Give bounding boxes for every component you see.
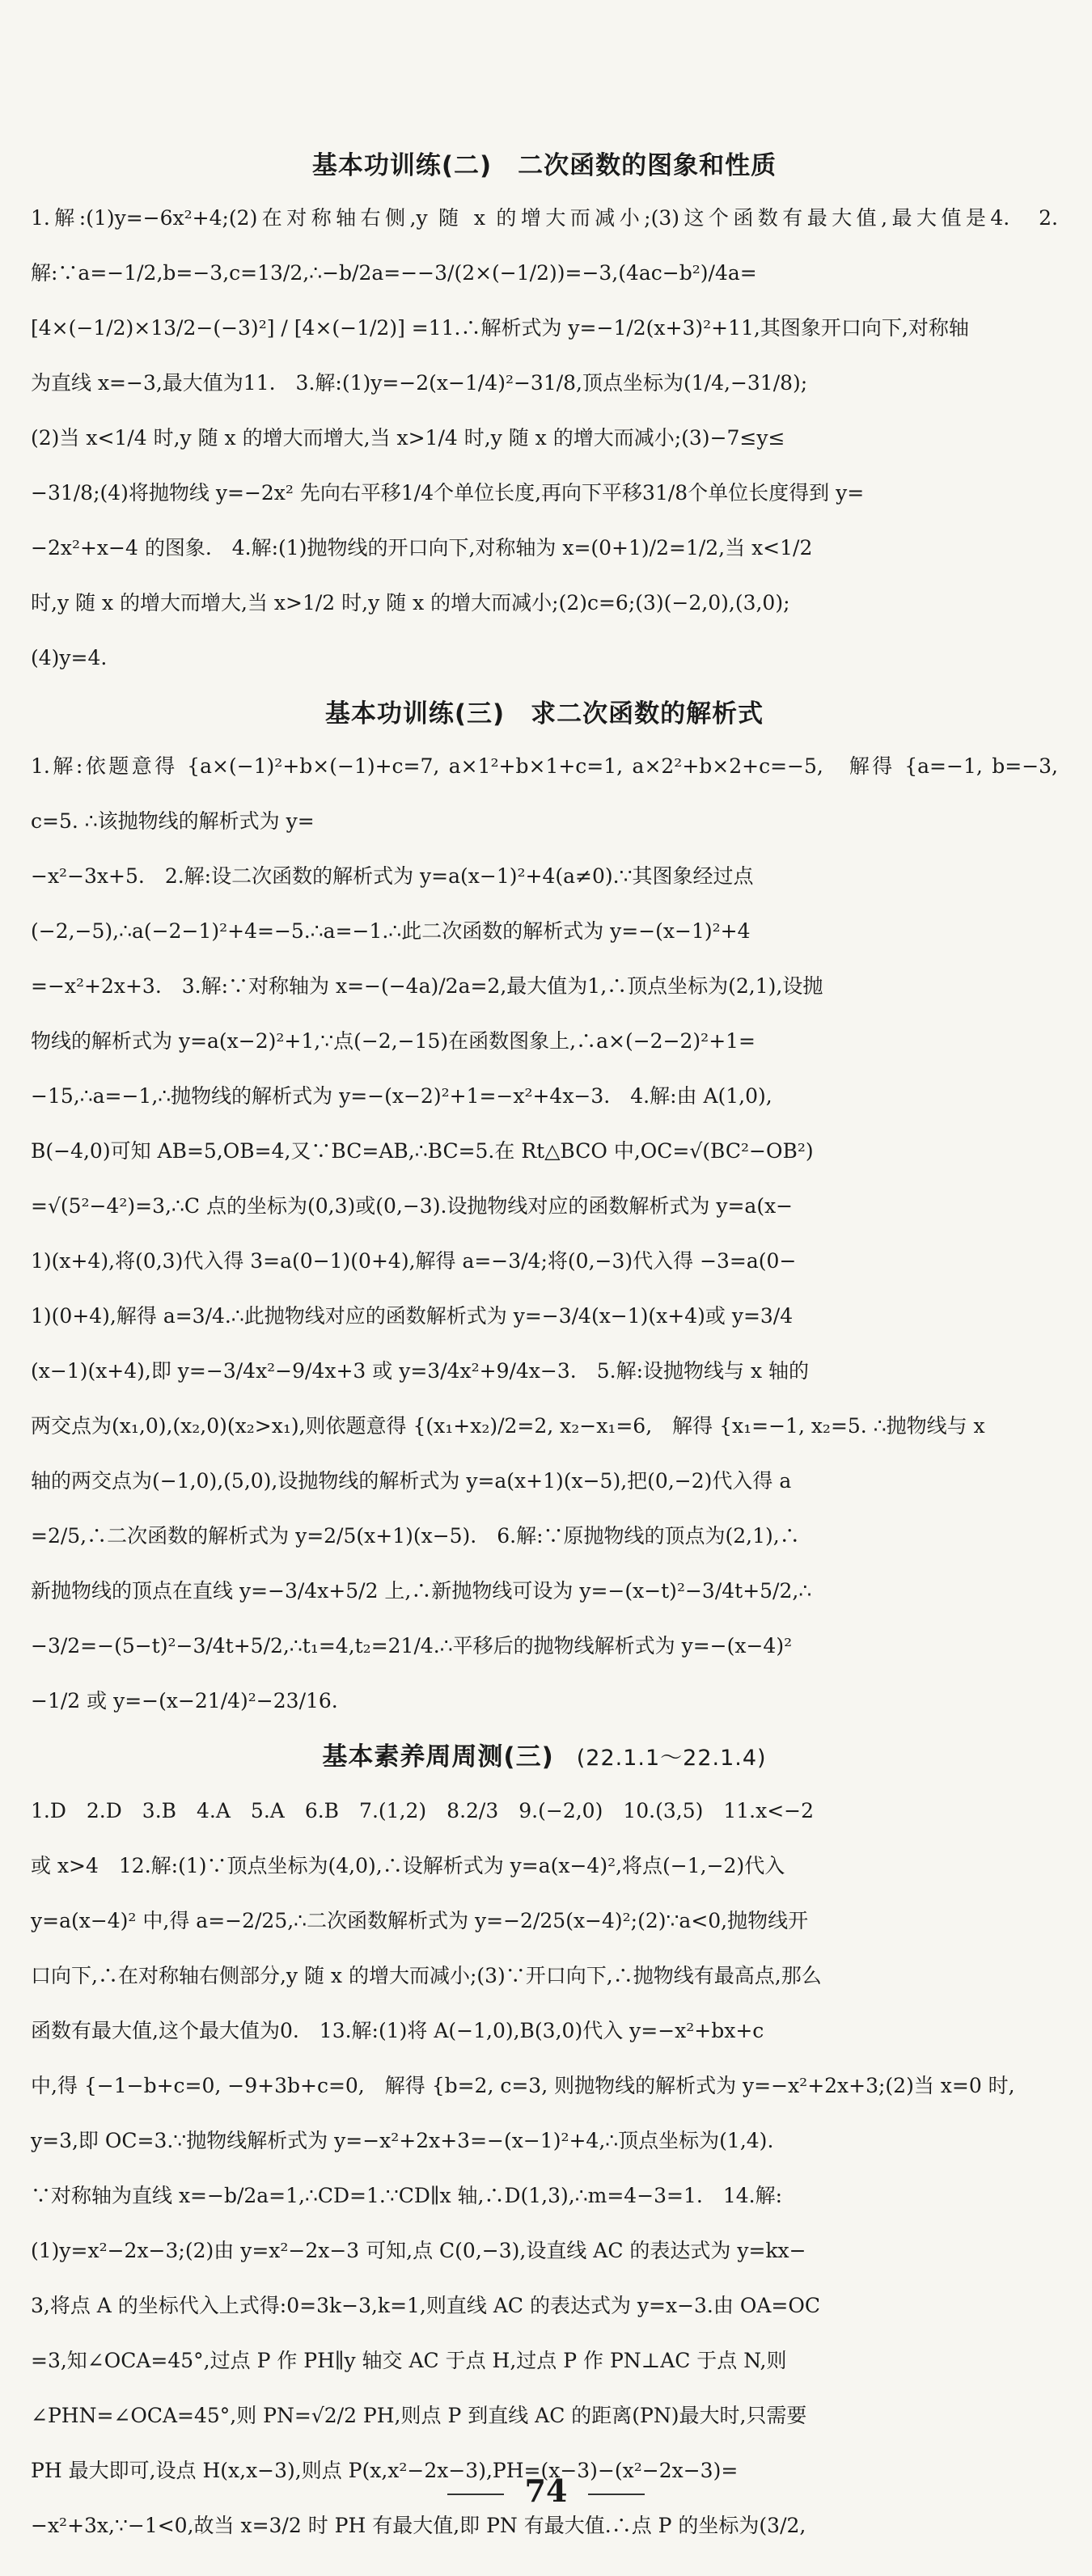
text-line: (2)当 x<1/4 时,y 随 x 的增大而增大,当 x>1/4 时,y 随 x 的增大而减小;(3)−7≤y≤ [31,426,785,450]
text-line: −31/8;(4)将抛物线 y=−2x² 先向右平移1/4个单位长度,再向下平移31/8个单位长度得到 y= [31,481,865,505]
text-line: (1)y=x²−2x−3;(2)由 y=x²−2x−3 可知,点 C(0,−3),设直线 AC 的表达式为 y=kx− [31,2239,806,2262]
text-line: 两交点为(x₁,0),(x₂,0)(x₂>x₁),则依题意得 {(x₁+x₂)/2=2, x₂−x₁=6, 解得 {x₁=−1, x₂=5. ∴抛物线与 x [31,1414,985,1438]
text-line: ∠PHN=∠OCA=45°,则 PN=√2/2 PH,则点 P 到直线 AC 的距离(PN)最大时,只需要 [31,2404,807,2427]
text-line: =√(5²−4²)=3,∴C 点的坐标为(0,3)或(0,−3).设抛物线对应的函数解析式为 y=a(x− [31,1194,794,1218]
section-body [31,1784,1058,2553]
text-line: 物线的解析式为 y=a(x−2)²+1,∵点(−2,−15)在函数图象上,∴a×(−2−2)²+1= [31,1029,756,1053]
text-line: −15,∴a=−1,∴抛物线的解析式为 y=−(x−2)²+1=−x²+4x−3. 4.解:由 A(1,0), [31,1084,772,1108]
text-line: −x²−3x+5. 2.解:设二次函数的解析式为 y=a(x−1)²+4(a≠0).∵其图象经过点 [31,864,754,888]
text-line: 1)(0+4),解得 a=3/4.∴此抛物线对应的函数解析式为 y=−3/4(x−1)(x+4)或 y=3/4 [31,1304,794,1328]
text-line: 1.D 2.D 3.B 4.A 5.A 6.B 7.(1,2) 8.2/3 9.(−2,0) 10.(3,5) 11.x<−2 [31,1799,815,1822]
section-title: 基本功训练(二) 二次函数的图象和性质 [311,151,777,180]
section-basic-training-3 [31,689,1058,1729]
section-body [31,191,1058,686]
text-line: =3,知∠OCA=45°,过点 P 作 PH∥y 轴交 AC 于点 H,过点 P 作 PN⊥AC 于点 N,则 [31,2349,787,2372]
text-line: −2x²+x−4 的图象. 4.解:(1)抛物线的开口向下,对称轴为 x=(0+1)/2=1/2,当 x<1/2 [31,536,813,560]
text-line: 中,得 {−1−b+c=0, −9+3b+c=0, 解得 {b=2, c=3, 则抛物线的解析式为 y=−x²+2x+3;(2)当 x=0 时, [31,2074,1015,2097]
text-line: −1/2 或 y=−(x−21/4)²−23/16. [31,1689,338,1712]
section-heading [31,141,1058,191]
section-weekly-test-3 [31,1732,1058,2553]
text-line: 轴的两交点为(−1,0),(5,0),设抛物线的解析式为 y=a(x+1)(x−5),把(0,−2)代入得 a [31,1469,792,1493]
text-line: PH 最大即可,设点 H(x,x−3),则点 P(x,x²−2x−3),PH=(x−3)−(x²−2x−3)= [31,2459,739,2482]
text-line: −x²+3x,∵−1<0,故当 x=3/2 时 PH 有最大值,即 PN 有最大值.∴点 P 的坐标为(3/2, [31,2514,806,2537]
text-line: 1.解:依题意得 {a×(−1)²+b×(−1)+c=7, a×1²+b×1+c=1, a×2²+b×2+c=−5, 解得 {a=−1, b=−3, c=5. ∴该抛物线的解析式为 y= [31,754,1058,833]
text-line: 口向下,∴在对称轴右侧部分,y 随 x 的增大而减小;(3)∵开口向下,∴抛物线有最高点,那么 [31,1964,822,1987]
text-line: y=a(x−4)² 中,得 a=−2/25,∴二次函数解析式为 y=−2/25(x−4)²;(2)∵a<0,抛物线开 [31,1909,809,1932]
text-line: −3/2=−(5−t)²−3/4t+5/2,∴t₁=4,t₂=21/4.∴平移后的抛物线解析式为 y=−(x−4)² [31,1634,793,1658]
footer-rule-right [588,2494,645,2495]
text-line: (4)y=4. [31,646,108,669]
text-line: 3,将点 A 的坐标代入上式得:0=3k−3,k=1,则直线 AC 的表达式为 y=x−3.由 OA=OC [31,2294,820,2317]
answer-content [31,137,1058,2553]
text-line: (x−1)(x+4),即 y=−3/4x²−9/4x+3 或 y=3/4x²+9/4x−3. 5.解:设抛物线与 x 轴的 [31,1359,809,1383]
page-number: 74 [524,2473,568,2509]
page-footer [0,2473,1092,2509]
text-line: 时,y 随 x 的增大而增大,当 x>1/2 时,y 随 x 的增大而减小;(2)c=6;(3)(−2,0),(3,0); [31,591,790,614]
section-heading [31,1732,1058,1784]
section-body [31,739,1058,1729]
text-line: ∵对称轴为直线 x=−b/2a=1,∴CD=1.∵CD∥x 轴,∴D(1,3),∴m=4−3=1. 14.解: [31,2184,783,2207]
text-line: 1.解:(1)y=−6x²+4;(2)在对称轴右侧,y 随 x 的增大而减小;(3)这个函数有最大值,最大值是4. 2.解:∵a=−1/2,b=−3,c=13/2,∴−b/2a=−−3/(2×(−1/2))=−3,(4ac−b²)/4a= [31,206,1058,285]
text-line: y=3,即 OC=3.∵抛物线解析式为 y=−x²+2x+3=−(x−1)²+4,∴顶点坐标为(1,4). [31,2129,774,2152]
text-line: (−2,−5),∴a(−2−1)²+4=−5.∴a=−1.∴此二次函数的解析式为 y=−(x−1)²+4 [31,919,751,943]
section-basic-training-2 [31,141,1058,686]
text-line: 函数有最大值,这个最大值为0. 13.解:(1)将 A(−1,0),B(3,0)代入 y=−x²+bx+c [31,2019,764,2042]
text-line: =−x²+2x+3. 3.解:∵对称轴为 x=−(−4a)/2a=2,最大值为1,∴顶点坐标为(2,1),设抛 [31,974,823,998]
text-line: 或 x>4 12.解:(1)∵顶点坐标为(4,0),∴设解析式为 y=a(x−4)²,将点(−1,−2)代入 [31,1854,785,1877]
text-line: B(−4,0)可知 AB=5,OB=4,又∵BC=AB,∴BC=5.在 Rt△BCO 中,OC=√(BC²−OB²) [31,1139,814,1163]
section-range: (22.1.1～22.1.4) [576,1746,767,1771]
section-heading [31,689,1058,739]
footer-rule-left [447,2494,504,2495]
section-title: 基本素养周周测(三) [322,1742,554,1772]
text-line: 1)(x+4),将(0,3)代入得 3=a(0−1)(0+4),解得 a=−3/4;将(0,−3)代入得 −3=a(0− [31,1249,797,1273]
text-line: 新抛物线的顶点在直线 y=−3/4x+5/2 上,∴新抛物线可设为 y=−(x−t)²−3/4t+5/2,∴ [31,1579,812,1603]
text-line: =2/5,∴二次函数的解析式为 y=2/5(x+1)(x−5). 6.解:∵原抛物线的顶点为(2,1),∴ [31,1524,800,1548]
text-line: [4×(−1/2)×13/2−(−3)²] / [4×(−1/2)] =11.∴解析式为 y=−1/2(x+3)²+11,其图象开口向下,对称轴 [31,316,969,340]
section-title: 基本功训练(三) 求二次函数的解析式 [324,699,764,728]
text-line: 为直线 x=−3,最大值为11. 3.解:(1)y=−2(x−1/4)²−31/8,顶点坐标为(1/4,−31/8); [31,371,808,395]
